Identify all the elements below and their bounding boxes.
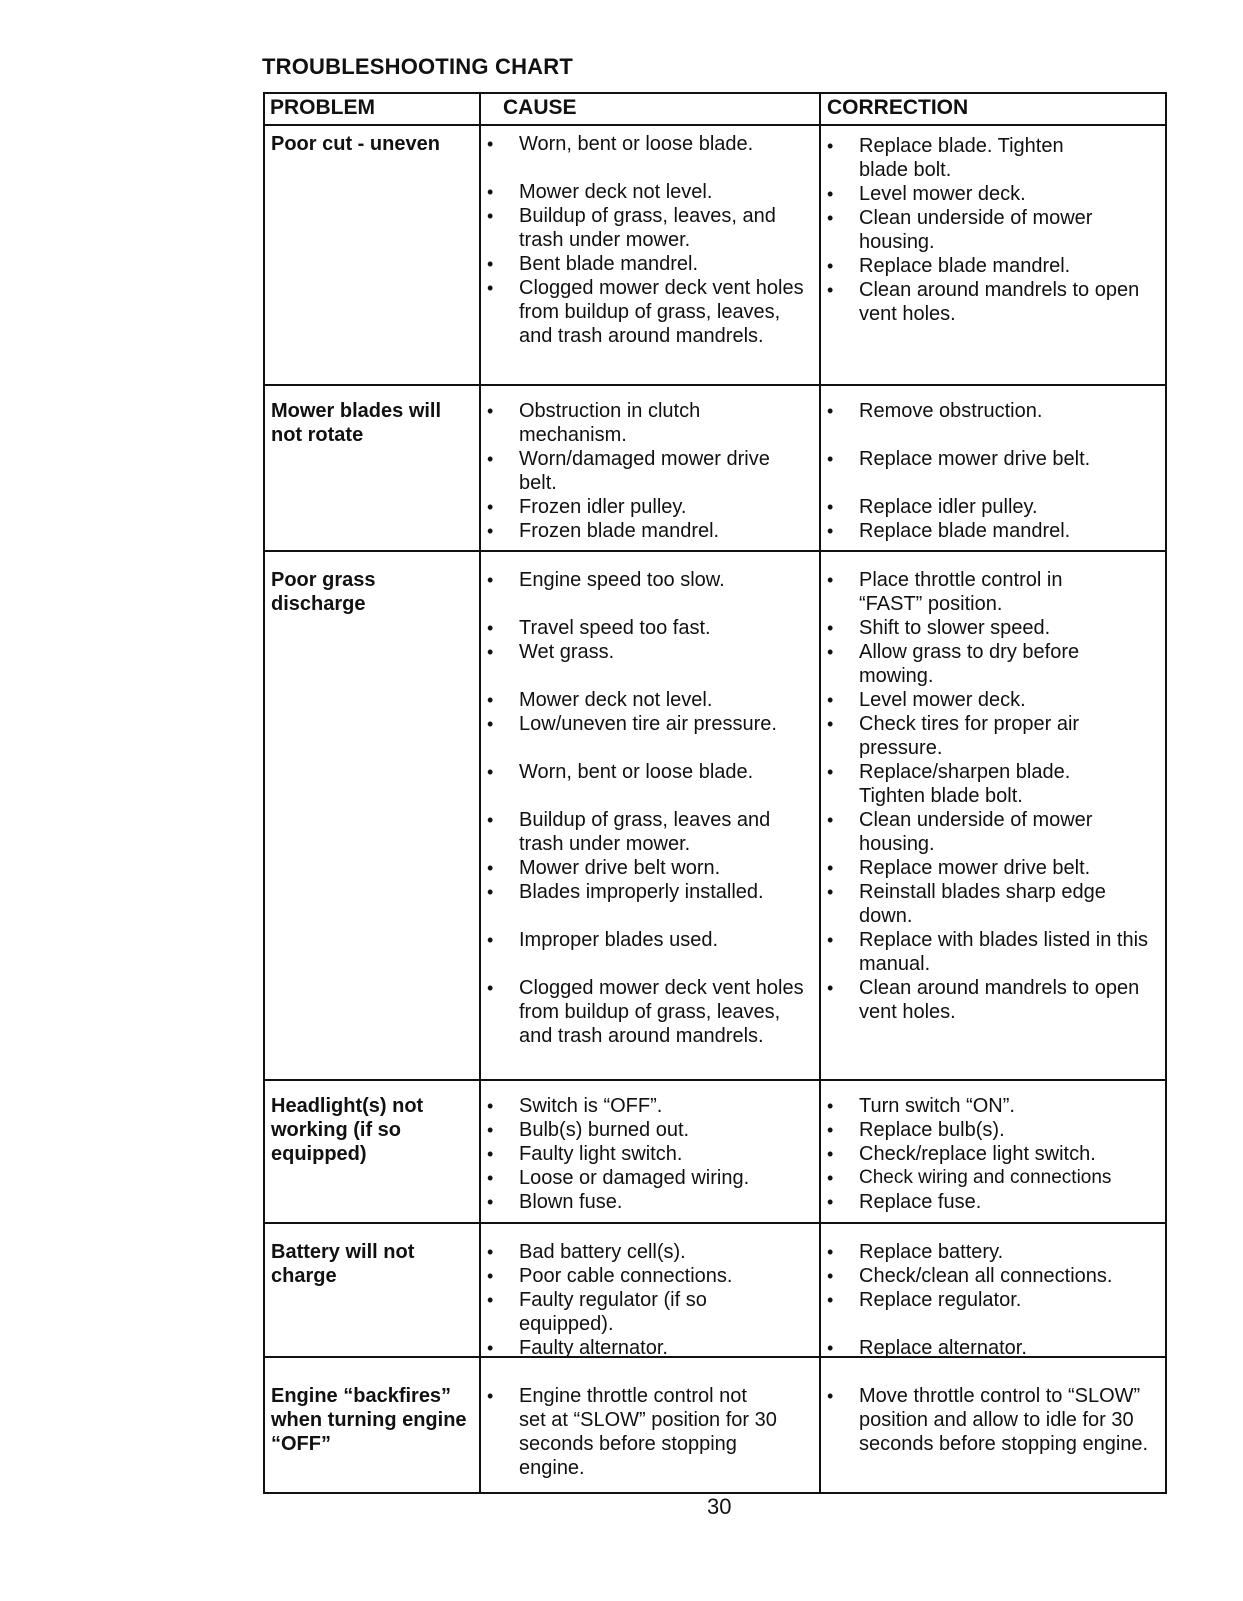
list-item: • Faulty alternator. — [485, 1336, 815, 1360]
list-item: • Replace mower drive belt. — [825, 856, 1165, 880]
list-item: • Replace blade mandrel. — [825, 519, 1165, 543]
list-item: • Buildup of grass, leaves, and trash under mower. — [485, 204, 815, 252]
list-item: • Worn, bent or loose blade. — [485, 760, 815, 784]
correction-list — [825, 1094, 1165, 1214]
list-item: • Bent blade mandrel. — [485, 252, 815, 276]
list-item: • Clean underside of mower housing. — [825, 808, 1149, 856]
cause-list — [485, 399, 815, 543]
list-item: • Reinstall blades sharp edge down. — [825, 880, 1159, 928]
header-problem: PROBLEM — [270, 96, 375, 119]
list-item: • Buildup of grass, leaves and trash under mower. — [485, 808, 789, 856]
list-item: • Replace fuse. — [825, 1190, 1165, 1214]
cause-list — [485, 1240, 815, 1360]
list-item: • Faulty regulator (if so equipped). — [485, 1288, 719, 1336]
list-item: • Replace bulb(s). — [825, 1118, 1165, 1142]
list-item: • Wet grass. — [485, 640, 815, 664]
list-item: • Blades improperly installed. — [485, 880, 815, 904]
column-divider — [479, 94, 481, 1492]
cause-list — [485, 132, 815, 348]
troubleshooting-table — [263, 92, 1167, 1494]
row-divider — [265, 1079, 1165, 1081]
list-item: • Mower drive belt worn. — [485, 856, 815, 880]
list-item: • Mower deck not level. — [485, 180, 815, 204]
row-divider — [265, 1222, 1165, 1224]
list-item: • Turn switch “ON”. — [825, 1094, 1165, 1118]
cause-list — [485, 1384, 815, 1480]
list-item: • Remove obstruction. — [825, 399, 1165, 423]
problem-cell: Headlight(s) not working (if so equipped) — [271, 1095, 424, 1165]
list-item: • Check/clean all connections. — [825, 1264, 1165, 1288]
problem-cell: Mower blades will not rotate — [271, 400, 442, 446]
list-item: • Level mower deck. — [825, 688, 1165, 712]
list-item: • Switch is “OFF”. — [485, 1094, 815, 1118]
page-number: 30 — [707, 1494, 732, 1519]
list-item: • Replace blade. Tighten blade bolt. — [825, 134, 1079, 182]
list-item: • Frozen blade mandrel. — [485, 519, 815, 543]
list-item: • Clean around mandrels to open vent holes. — [825, 976, 1149, 1024]
row-divider — [265, 124, 1165, 126]
correction-list — [825, 134, 1165, 326]
header-correction: CORRECTION — [827, 96, 969, 119]
list-item: • Bad battery cell(s). — [485, 1240, 815, 1264]
list-item: • Loose or damaged wiring. — [485, 1166, 815, 1190]
list-item: • Check tires for proper air pressure. — [825, 712, 1129, 760]
correction-list — [825, 568, 1165, 1024]
list-item: • Worn/damaged mower drive belt. — [485, 447, 779, 495]
list-item: • Clogged mower deck vent holes from buildup of grass, leaves, and trash around mandrels. — [485, 976, 819, 1048]
column-divider — [819, 94, 821, 1492]
list-item: • Replace battery. — [825, 1240, 1165, 1264]
list-item: • Shift to slower speed. — [825, 616, 1165, 640]
list-item: • Replace blade mandrel. — [825, 254, 1165, 278]
row-divider — [265, 550, 1165, 552]
list-item: • Engine speed too slow. — [485, 568, 815, 592]
list-item: • Improper blades used. — [485, 928, 815, 952]
problem-cell: Poor cut - uneven — [271, 133, 440, 155]
problem-cell: Poor grass discharge — [271, 569, 376, 615]
list-item: • Move throttle control to “SLOW” position and allow to idle for 30 seconds before stopping engine. — [825, 1384, 1159, 1456]
list-item: • Replace/sharpen blade. Tighten blade bolt. — [825, 760, 1109, 808]
list-item: • Check/replace light switch. — [825, 1142, 1165, 1166]
list-item: • Clean underside of mower housing. — [825, 206, 1139, 254]
header-cause: CAUSE — [503, 96, 577, 119]
list-item: • Bulb(s) burned out. — [485, 1118, 815, 1142]
list-item: • Allow grass to dry before mowing. — [825, 640, 1139, 688]
list-item: • Replace idler pulley. — [825, 495, 1165, 519]
correction-list — [825, 1384, 1165, 1456]
list-item: • Obstruction in clutch mechanism. — [485, 399, 759, 447]
correction-list — [825, 1240, 1165, 1360]
list-item: • Poor cable connections. — [485, 1264, 815, 1288]
row-divider — [265, 384, 1165, 386]
list-item: • Replace alternator. — [825, 1336, 1165, 1360]
list-item: • Check wiring and connections — [825, 1166, 1165, 1190]
list-item: • Frozen idler pulley. — [485, 495, 815, 519]
list-item: • Low/uneven tire air pressure. — [485, 712, 815, 736]
problem-cell: Engine “backfires” when turning engine “OFF” — [271, 1385, 467, 1455]
list-item: • Blown fuse. — [485, 1190, 815, 1214]
list-item: • Replace regulator. — [825, 1288, 1165, 1312]
list-item: • Clean around mandrels to open vent holes. — [825, 278, 1149, 326]
list-item: • Clogged mower deck vent holes from buildup of grass, leaves, and trash around mandrels. — [485, 276, 815, 348]
list-item: • Engine throttle control not set at “SLOW” position for 30 seconds before stopping engine. — [485, 1384, 779, 1480]
list-item: • Place throttle control in “FAST” position. — [825, 568, 1109, 616]
correction-list — [825, 399, 1165, 543]
list-item: • Faulty light switch. — [485, 1142, 815, 1166]
chart-title: TROUBLESHOOTING CHART — [262, 54, 573, 79]
list-item: • Mower deck not level. — [485, 688, 815, 712]
list-item: • Replace mower drive belt. — [825, 447, 1165, 471]
cause-list — [485, 568, 815, 1048]
list-item: • Travel speed too fast. — [485, 616, 815, 640]
problem-cell: Battery will not charge — [271, 1241, 415, 1287]
cause-list — [485, 1094, 815, 1214]
list-item: • Level mower deck. — [825, 182, 1165, 206]
list-item: • Replace with blades listed in this manual. — [825, 928, 1169, 976]
list-item: • Worn, bent or loose blade. — [485, 132, 815, 156]
